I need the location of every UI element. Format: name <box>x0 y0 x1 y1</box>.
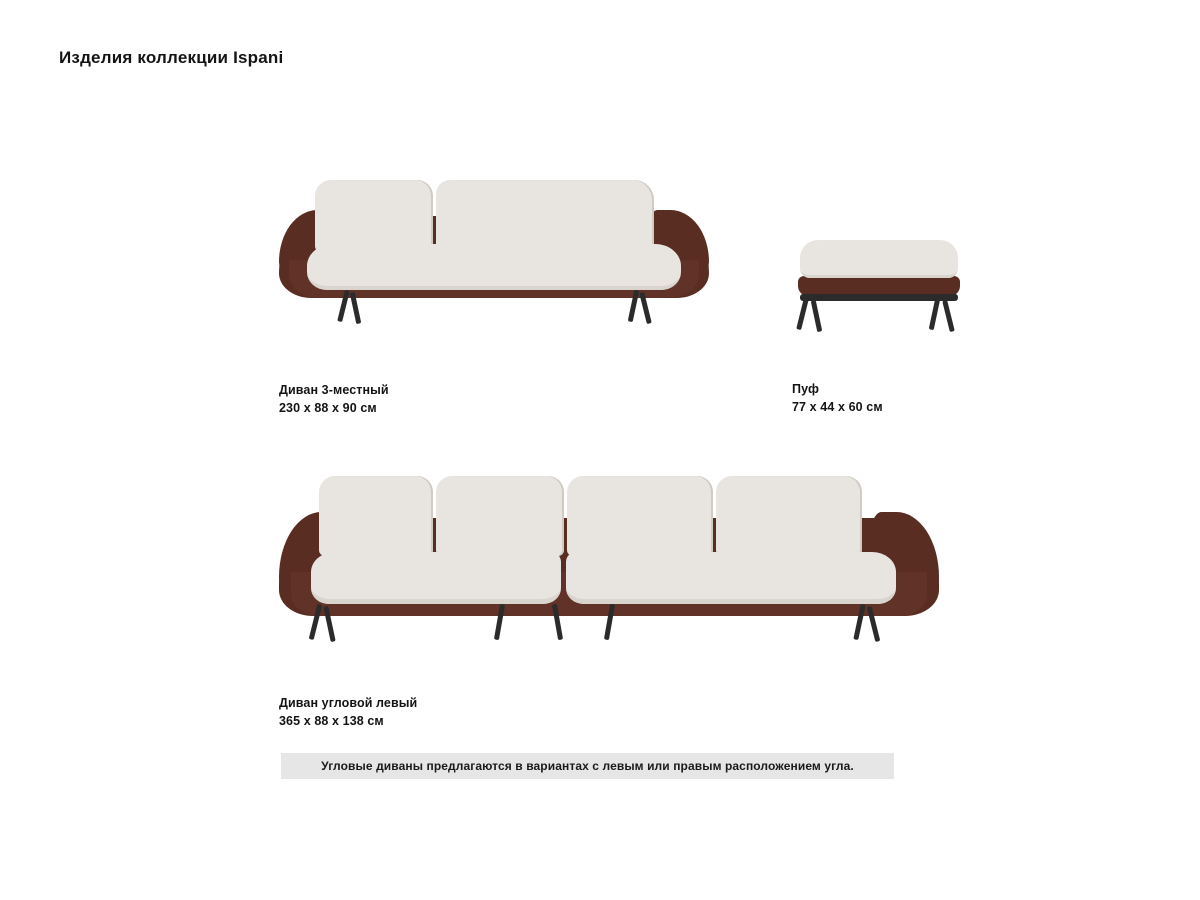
product-dimensions: 365 x 88 x 138 см <box>279 714 384 728</box>
product-dimensions: 77 x 44 x 60 см <box>792 400 883 414</box>
pouf-leg <box>811 300 823 332</box>
pouf-illustration <box>792 232 967 342</box>
product-dimensions: 230 x 88 x 90 см <box>279 401 377 415</box>
corner-sofa-seat-cushion-left <box>311 552 561 604</box>
corner-sofa-back-cushion-3 <box>567 476 713 556</box>
corner-sofa-back-cushion-1 <box>319 476 433 556</box>
sofa-back-cushion-left <box>315 180 433 252</box>
product-pouf <box>792 232 972 416</box>
note-bar <box>281 753 894 779</box>
page-title: Изделия коллекции Ispani <box>59 48 284 67</box>
corner-sofa-back-cushion-4 <box>716 476 862 556</box>
sofa-back-cushion-right <box>436 180 654 252</box>
sofa-3-seat-illustration <box>279 168 709 343</box>
corner-sofa-seat-cushion-right <box>566 552 896 604</box>
corner-sofa-back-cushion-2 <box>436 476 564 556</box>
pouf-shell <box>798 276 960 296</box>
product-corner-sofa-left <box>279 466 949 730</box>
pouf-leg <box>929 298 941 330</box>
product-caption: Пуф <box>792 382 820 396</box>
pouf-cushion <box>800 240 958 278</box>
pouf-leg <box>796 298 809 330</box>
product-caption: Диван угловой левый <box>279 696 418 710</box>
note-text: Угловые диваны предлагаются в вариантах с левым или правым расположением угла. <box>321 759 854 773</box>
pouf-leg <box>942 300 955 332</box>
corner-sofa-illustration <box>279 466 939 666</box>
product-sofa-3-seat <box>279 168 719 417</box>
sofa-seat-cushion <box>307 244 681 290</box>
product-caption: Диван 3-местный <box>279 383 389 397</box>
